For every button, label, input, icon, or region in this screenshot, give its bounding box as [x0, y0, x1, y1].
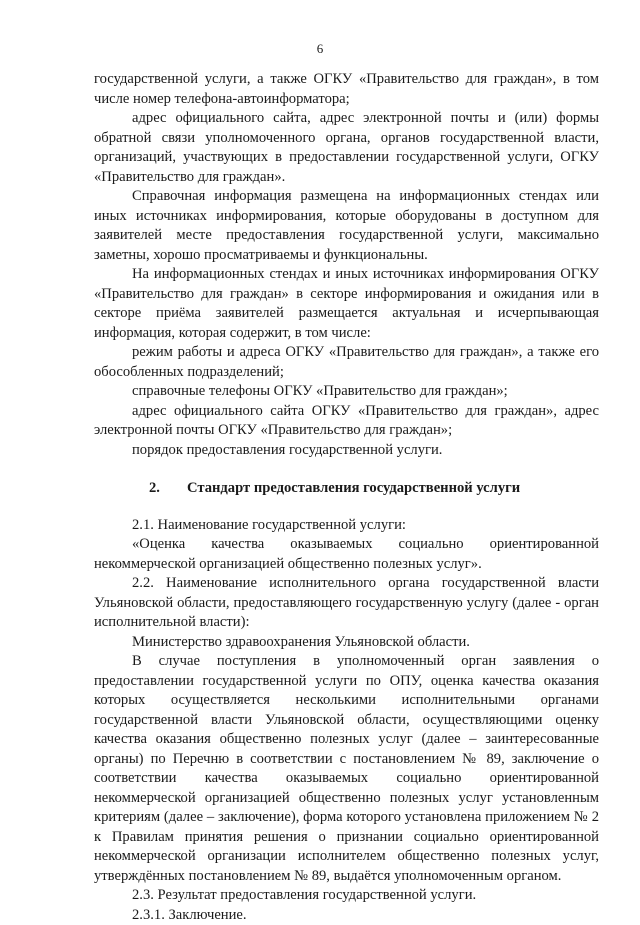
- paragraph: Справочная информация размещена на информационных стендах или иных источниках информирования, которые оборудованы в доступном для заявителей месте предоставления государственной услуги, максимально заметны, хорошо просматриваемы и функциональны.: [94, 187, 599, 265]
- paragraph: справочные телефоны ОГКУ «Правительство для граждан»;: [94, 382, 599, 402]
- paragraph: 2.3. Результат предоставления государственной услуги.: [94, 886, 599, 906]
- paragraph: 2.2. Наименование исполнительного органа государственной власти Ульяновской области, предоставляющего государственную услугу (далее - орган исполнительной власти):: [94, 574, 599, 633]
- document-body: [94, 70, 599, 925]
- paragraph: 2.3.1. Заключение.: [94, 906, 599, 925]
- paragraph: 2.1. Наименование государственной услуги:: [94, 516, 599, 536]
- paragraph: «Оценка качества оказываемых социально ориентированной некоммерческой организацией общественно полезных услуг».: [94, 535, 599, 574]
- section-number: 2.: [149, 479, 187, 499]
- section-heading: [94, 479, 599, 499]
- section-title: Стандарт предоставления государственной услуги: [187, 480, 520, 496]
- paragraph: На информационных стендах и иных источниках информирования ОГКУ «Правительство для граждан» в секторе информирования и ожидания или в секторе приёма заявителей размещается актуальная и исчерпывающая информация, которая содержит, в том числе:: [94, 265, 599, 343]
- paragraph: адрес официального сайта, адрес электронной почты и (или) формы обратной связи уполномоченного органа, органов государственной власти, организаций, участвующих в предоставлении государственной услуги, ОГКУ «Правительство для граждан».: [94, 109, 599, 187]
- paragraph: режим работы и адреса ОГКУ «Правительство для граждан», а также его обособленных подразделений;: [94, 343, 599, 382]
- paragraph: адрес официального сайта ОГКУ «Правительство для граждан», адрес электронной почты ОГКУ «Правительство для граждан»;: [94, 402, 599, 441]
- paragraph: В случае поступления в уполномоченный орган заявления о предоставлении государственной услуги по ОПУ, оценка качества оказания которых осуществляется несколькими исполнительными органами государственной власти Ульяновской области, осуществляющими оценку качества оказания общественно полезных услуг (далее – заинтересованные органы) по Перечню в соответствии с постановлением № 89, заключение о соответствии качества оказываемых социально ориентированной некоммерческой организацией общественно полезных услуг установленным критериям (далее – заключение), форма которого установлена приложением № 2 к Правилам принятия решения о признании социально ориентированной некоммерческой организации исполнителем общественно полезных услуг, утверждённых постановлением № 89, выдаётся уполномоченным органом.: [94, 652, 599, 886]
- paragraph: порядок предоставления государственной услуги.: [94, 441, 599, 461]
- paragraph: Министерство здравоохранения Ульяновской области.: [94, 633, 599, 653]
- paragraph: государственной услуги, а также ОГКУ «Правительство для граждан», в том числе номер телефона-автоинформатора;: [94, 70, 599, 109]
- page-number: 6: [0, 41, 640, 57]
